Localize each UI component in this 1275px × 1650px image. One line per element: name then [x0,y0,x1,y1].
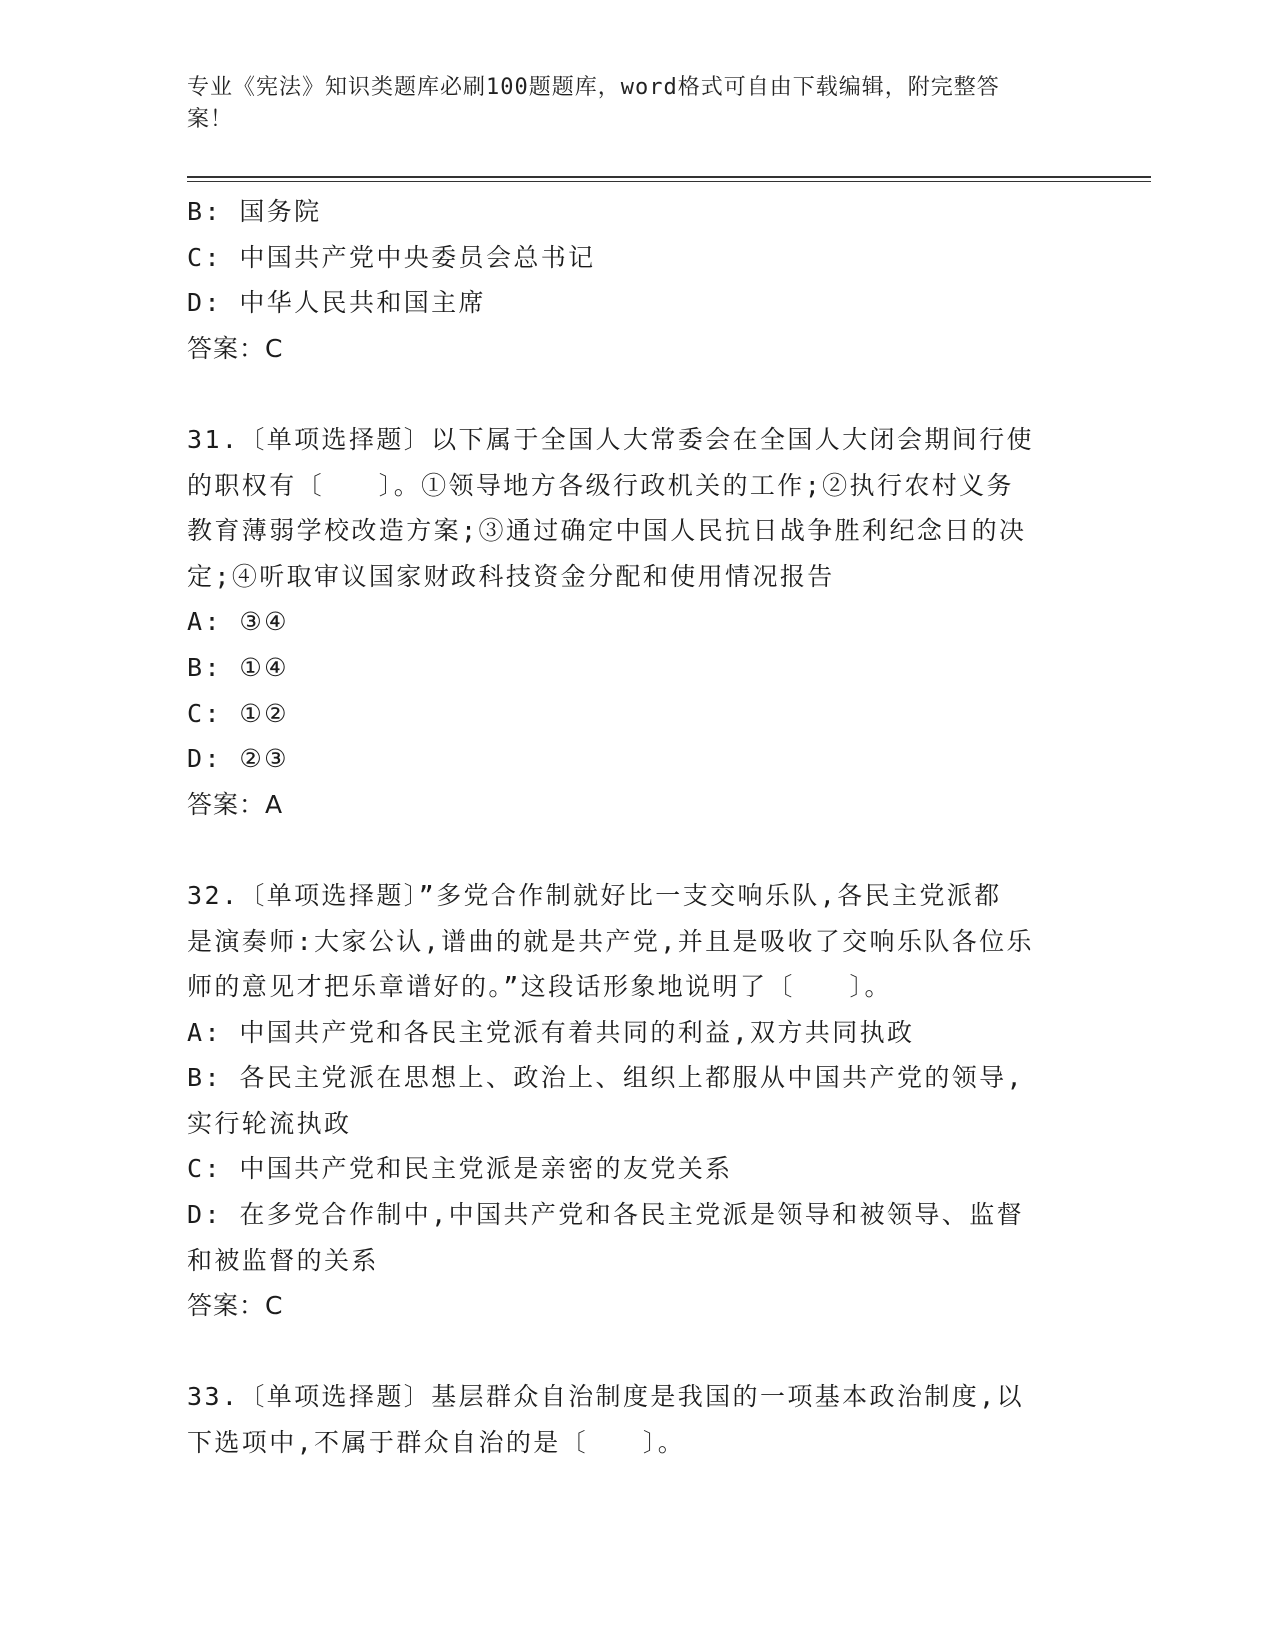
question-33 [187,1374,1087,1465]
spacer [187,371,1087,417]
question-stem-line: 33.〔单项选择题〕基层群众自治制度是我国的一项基本政治制度,以 [187,1382,1025,1412]
option-c: C: 中国共产党中央委员会总书记 [187,242,596,272]
answer-line: 答案：C [187,333,284,363]
option-d-continued: 和被监督的关系 [187,1245,379,1275]
spacer [187,827,1087,873]
question-31 [187,417,1087,827]
option-d: D: 在多党合作制中,中国共产党和各民主党派是领导和被领导、监督 [187,1200,1025,1230]
question-stem-line: 下选项中,不属于群众自治的是〔 〕。 [187,1428,686,1458]
option-c: C: 中国共产党和民主党派是亲密的友党关系 [187,1154,733,1184]
header-title-line-1: 专业《宪法》知识类题库必刷100题题库，word格式可自由下载编辑，附完整答 [187,75,1000,100]
question-stem-line: 32.〔单项选择题〕”多党合作制就好比一支交响乐队,各民主党派都 [187,880,1002,910]
question-stem-line: 是演奏师:大家公认,谱曲的就是共产党,并且是吸收了交响乐队各位乐 [187,926,1034,956]
document-header [187,72,1067,136]
question-stem-line: 教育薄弱学校改造方案;③通过确定中国人民抗日战争胜利纪念日的决 [187,516,1027,546]
option-b-continued: 实行轮流执政 [187,1108,352,1138]
header-divider-thick [187,176,1151,178]
option-b: B: 各民主党派在思想上、政治上、组织上都服从中国共产党的领导, [187,1063,1025,1093]
option-d: D: ②③ [187,744,289,774]
question-30-tail [187,189,1087,371]
header-title-line-2: 案！ [187,107,234,132]
question-stem-line: 31.〔单项选择题〕以下属于全国人大常委会在全国人大闭会期间行使 [187,424,1034,454]
question-32 [187,873,1087,1329]
question-stem-line: 定;④听取审议国家财政科技资金分配和使用情况报告 [187,561,835,591]
option-d: D: 中华人民共和国主席 [187,288,486,318]
answer-line: 答案：A [187,789,284,819]
option-c: C: ①② [187,698,289,728]
header-divider-thin [187,181,1151,182]
option-a: A: ③④ [187,607,289,637]
option-b: B: 国务院 [187,197,322,226]
option-b: B: ①④ [187,652,289,682]
spacer [187,1329,1087,1375]
option-a: A: 中国共产党和各民主党派有着共同的利益,双方共同执政 [187,1017,915,1047]
document-body [187,189,1087,1466]
question-stem-line: 师的意见才把乐章谱好的。”这段话形象地说明了〔 〕。 [187,972,892,1002]
question-stem-line: 的职权有〔 〕。①领导地方各级行政机关的工作;②执行农村义务 [187,470,1014,500]
answer-line: 答案：C [187,1291,284,1321]
